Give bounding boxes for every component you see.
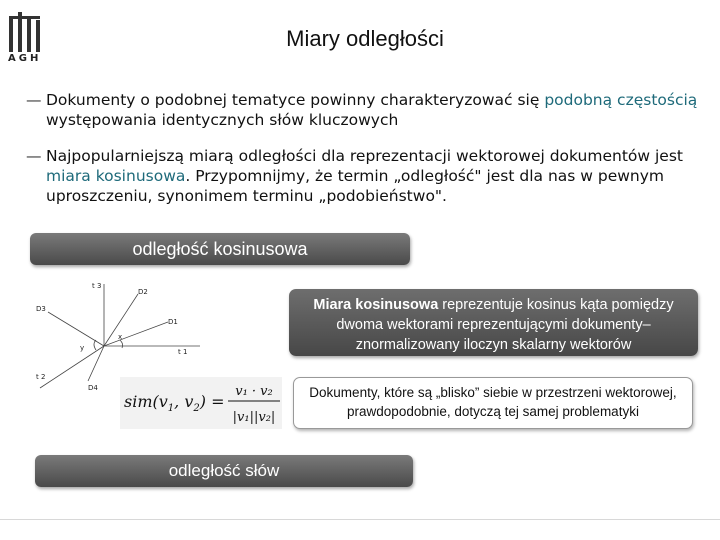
bullet-text: Najpopularniejszą miarą odległości dla reprezentacji wektorowej dokumentów jest (46, 147, 683, 165)
bullet-text-end: . Przypomnijmy, że termin „odległość" jest dla nas w pewnym uproszczeniu, synonimem terminu „podobieństwo". (46, 167, 665, 205)
section-title-word-distance: odległość słów (35, 455, 413, 487)
label-t3: t 3 (92, 282, 102, 290)
bullet-text-end: występowania identycznych słów kluczowych (46, 111, 399, 129)
definition-text: reprezentuje kosinus kąta pomiędzy dwoma wektorami reprezentującymi dokumenty– znormalizowany iloczyn skalarny wektorów (336, 297, 674, 353)
label-x: x (118, 333, 123, 341)
angle-x-arc (120, 340, 123, 348)
label-d3: D3 (36, 305, 46, 313)
vector-d1 (104, 322, 168, 346)
section-title-cosine-distance: odległość kosinusowa (30, 233, 410, 265)
formula-numerator: v₁ · v₂ (235, 384, 273, 399)
agh-logo-text: AGH (8, 53, 42, 64)
definition-term: Miara kosinusowa (313, 297, 439, 313)
formula-lhs: $sim(v_1$, $v_2$) = (124, 392, 225, 414)
bullet-item (26, 146, 706, 206)
cosine-formula (120, 377, 282, 429)
bullet-dash: — (26, 91, 42, 109)
label-d1: D1 (168, 318, 178, 326)
bullet-dash: — (26, 147, 42, 165)
definition-box (289, 289, 698, 356)
formula-denominator: |v₁||v₂| (232, 410, 276, 425)
bullet-list (26, 90, 706, 222)
label-d4: D4 (88, 384, 98, 392)
bullet-text: Dokumenty o podobnej tematyce powinny charakteryzować się (46, 91, 545, 109)
footer-divider (0, 519, 720, 520)
label-t1: t 1 (178, 348, 188, 356)
bullet-highlight: miara kosinusowa (46, 167, 186, 185)
label-y: y (80, 344, 85, 352)
bullet-highlight: podobną częstością (544, 91, 698, 109)
bullet-item (26, 90, 706, 130)
label-d2: D2 (138, 288, 148, 296)
note-box: Dokumenty, które są „blisko” siebie w przestrzeni wektorowej, prawdopodobnie, dotyczą tej samej problematyki (293, 377, 693, 429)
label-t2: t 2 (36, 373, 46, 381)
page-title: Miary odległości (286, 26, 444, 51)
vector-space-diagram (32, 278, 202, 393)
angle-y-arc (94, 340, 96, 350)
